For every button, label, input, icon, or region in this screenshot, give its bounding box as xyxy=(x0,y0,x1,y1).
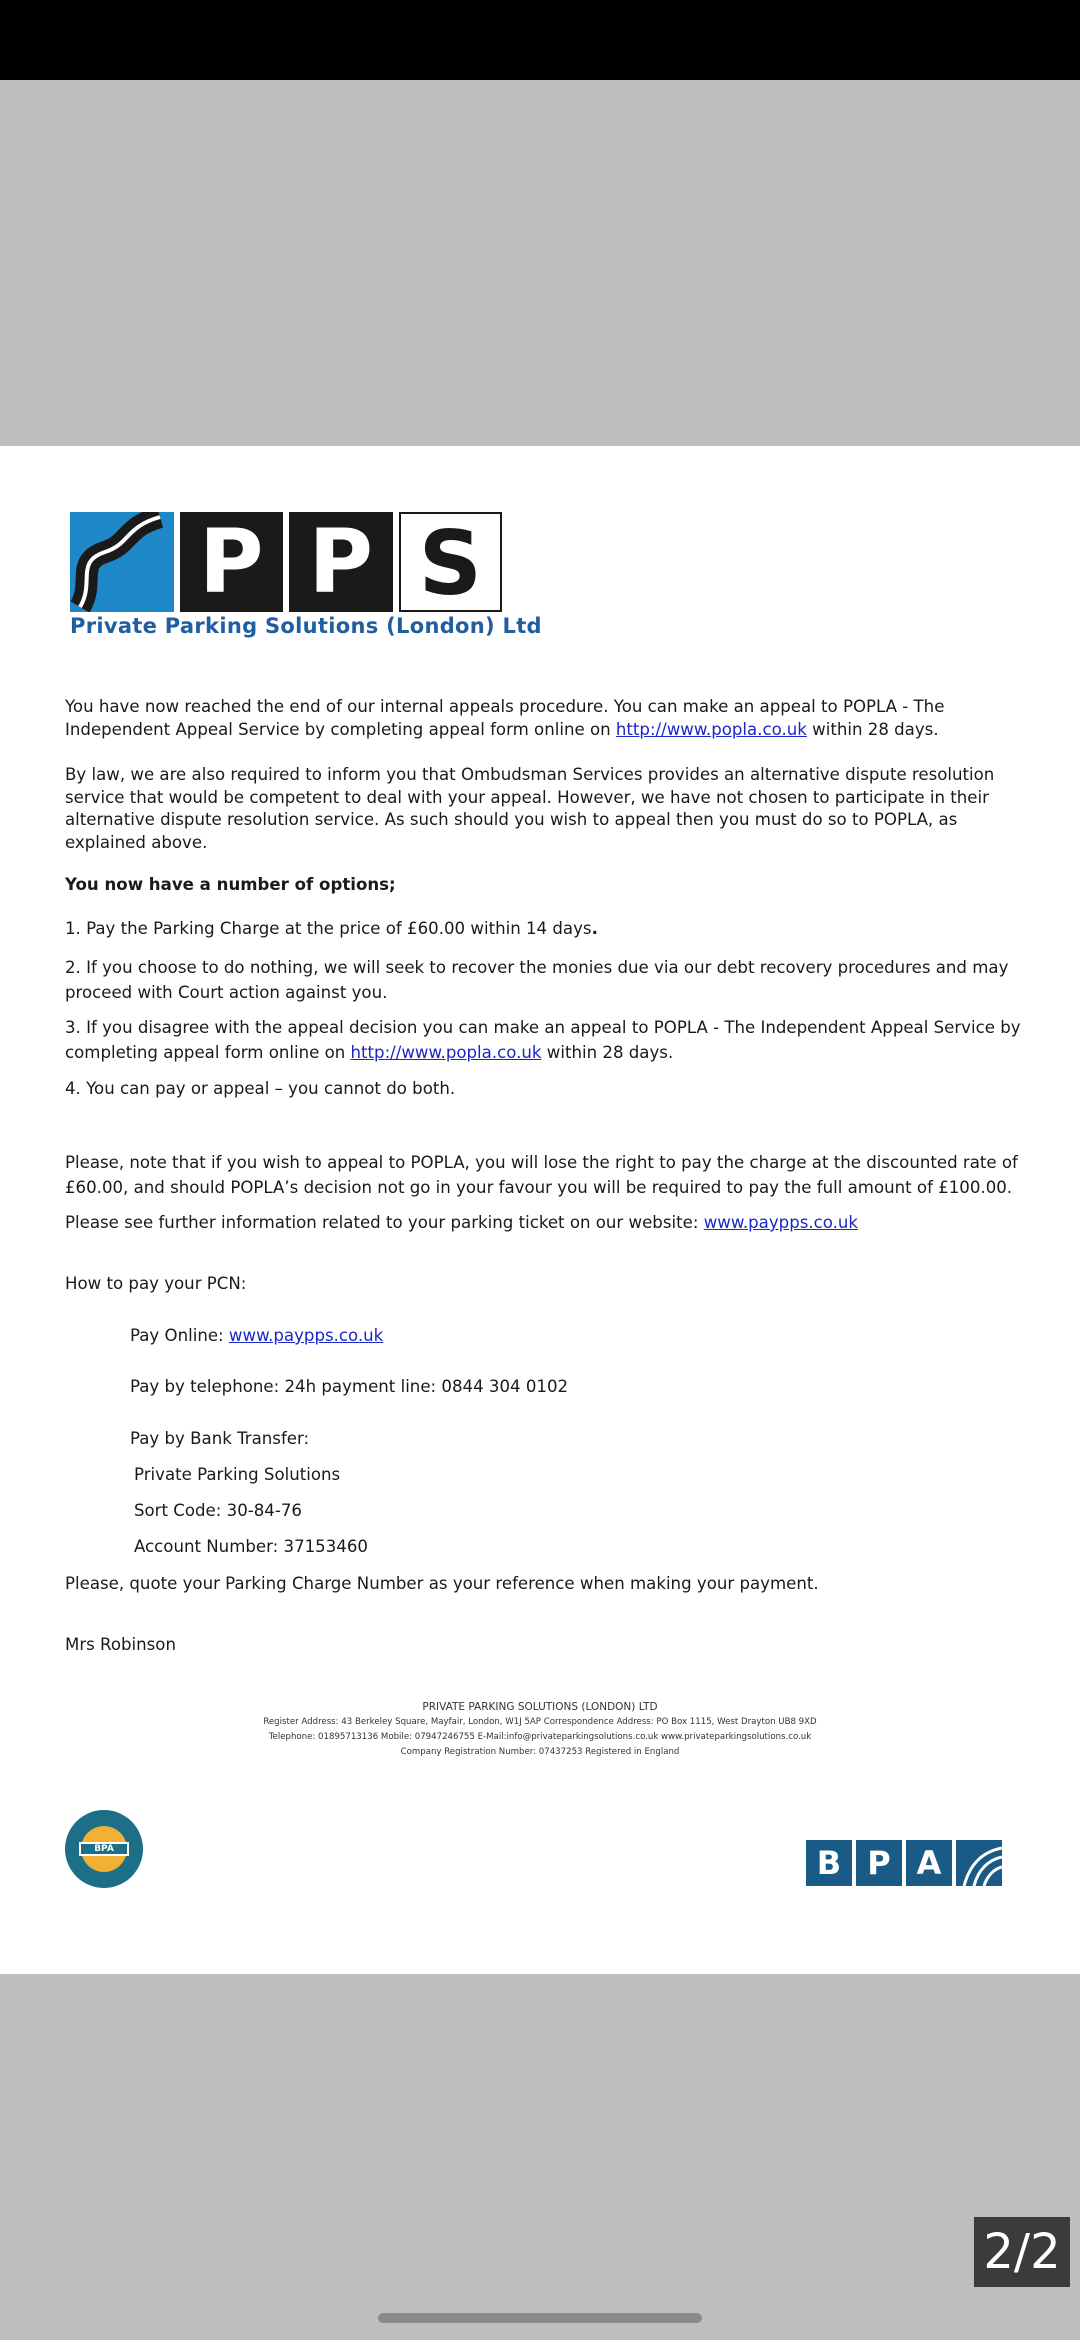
ombudsman-paragraph: By law, we are also required to inform you that Ombudsman Services provides an alternative dispute resolution service that would be competent to deal with your appeal. However, we have not chosen to participate in their alternative dispute resolution service. As such should you wish to appeal then you must do so to POPLA, as explained above. xyxy=(65,765,995,852)
footer-contact: Telephone: 01895713136 Mobile: 07947246755 E-Mail:info@privateparkingsolutions.co.uk www.privateparkingsolutions.co.uk xyxy=(268,1732,812,1742)
footer-address: Register Address: 43 Berkeley Square, Mayfair, London, W1J 5AP Correspondence Address: PO Box 1115, West Drayton UB8 9XD xyxy=(263,1717,817,1727)
intro-tail: within 28 days. xyxy=(806,719,939,739)
website-note xyxy=(65,1212,1025,1235)
discount-note: Please, note that if you wish to appeal to POPLA, you will lose the right to pay the charge at the discounted rate of £60.00, and should POPLA’s decision not go in your favour you will be required to pay the full amount of £100.00. xyxy=(65,1153,1018,1197)
bank-transfer-heading: Pay by Bank Transfer: xyxy=(130,1429,310,1448)
bpa-letter-b: B xyxy=(806,1840,852,1886)
status-bar xyxy=(0,0,1080,80)
logo-letter-p2: P xyxy=(289,512,393,612)
option-3-text: 3. If you disagree with the appeal decision you can make an appeal to POPLA - The Independent Appeal Service by completing appeal form online on xyxy=(65,1018,1021,1062)
intro-paragraph xyxy=(65,696,1025,741)
option-3 xyxy=(65,1015,1025,1065)
logo-letter-p1: P xyxy=(180,512,284,612)
road-swirl-icon xyxy=(70,512,174,612)
option-2: 2. If you choose to do nothing, we will seek to recover the monies due via our debt recovery procedures and may proceed with Court action against you. xyxy=(65,958,1009,1002)
pay-online xyxy=(130,1325,1080,1348)
viewer-background-top xyxy=(0,80,1080,446)
popla-link[interactable]: http://www.popla.co.uk xyxy=(615,719,807,739)
intro-text: You have now reached the end of our internal appeals procedure. You can make an appeal to POPLA - The Independent Appeal Service by completing appeal form online on xyxy=(65,697,945,739)
option-1-dot: . xyxy=(591,919,598,938)
pay-online-label: Pay Online: xyxy=(130,1326,229,1345)
paypps-link[interactable]: www.paypps.co.uk xyxy=(703,1213,859,1232)
popla-link-2[interactable]: http://www.popla.co.uk xyxy=(350,1043,542,1062)
pps-logo xyxy=(70,510,542,652)
home-indicator[interactable] xyxy=(378,2313,702,2323)
bpa-letter-p: P xyxy=(856,1840,902,1886)
footer-company: PRIVATE PARKING SOLUTIONS (LONDON) LTD xyxy=(422,1701,658,1713)
logo-tiles xyxy=(70,510,502,615)
approved-operator-badge xyxy=(65,1810,143,1888)
logo-letter-s: S xyxy=(399,512,503,612)
signature: Mrs Robinson xyxy=(65,1635,176,1654)
bank-name: Private Parking Solutions xyxy=(134,1465,341,1484)
option-3-tail: within 28 days. xyxy=(541,1043,674,1062)
sort-code: Sort Code: 30-84-76 xyxy=(134,1501,302,1520)
account-number: Account Number: 37153460 xyxy=(134,1537,368,1556)
options-heading: You now have a number of options; xyxy=(65,875,396,894)
page-counter: 2/2 xyxy=(974,2217,1070,2287)
reference-note: Please, quote your Parking Charge Number as your reference when making your payment. xyxy=(65,1574,819,1593)
website-text: Please see further information related to your parking ticket on our website: xyxy=(65,1213,704,1232)
document-page xyxy=(0,446,1080,1974)
footer-registration: Company Registration Number: 07437253 Registered in England xyxy=(400,1747,680,1757)
option-1 xyxy=(65,918,1025,941)
option-4: 4. You can pay or appeal – you cannot do both. xyxy=(65,1079,456,1098)
viewer-background-bottom xyxy=(0,1974,1080,2340)
pay-online-link[interactable]: www.paypps.co.uk xyxy=(228,1326,384,1345)
bpa-letter-a: A xyxy=(906,1840,952,1886)
logo-caption: Private Parking Solutions (London) Ltd xyxy=(70,614,542,638)
option-1-text: 1. Pay the Parking Charge at the price of £60.00 within 14 days xyxy=(65,919,592,938)
bpa-swoosh-icon xyxy=(956,1840,1002,1886)
pay-heading: How to pay your PCN: xyxy=(65,1274,247,1293)
pay-telephone: Pay by telephone: 24h payment line: 0844 304 0102 xyxy=(130,1377,569,1396)
bpa-logo xyxy=(806,1840,1011,1886)
approved-operator-bpa: BPA xyxy=(79,1842,129,1856)
